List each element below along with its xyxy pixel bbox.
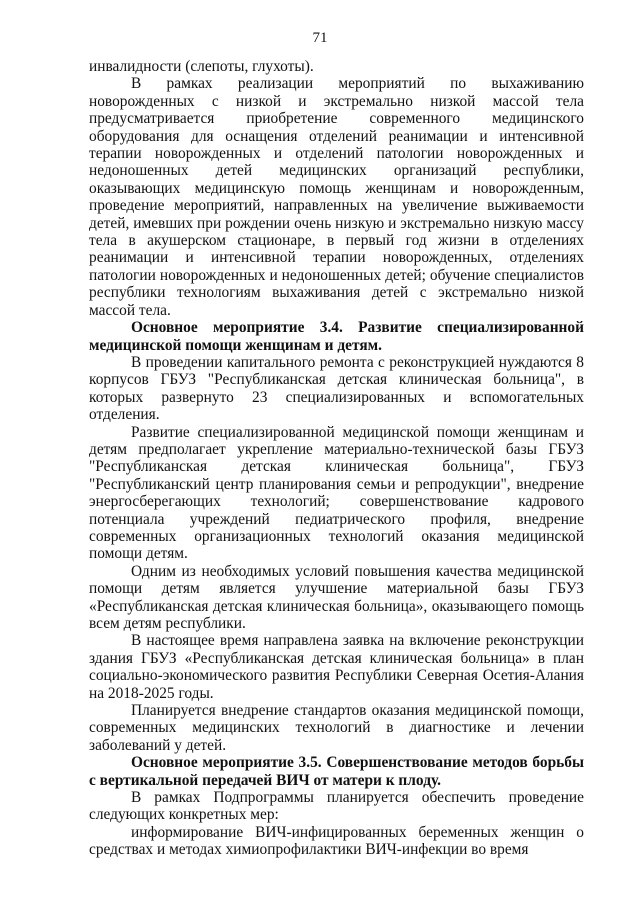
paragraph-standards: Планируется внедрение стандартов оказания медицинской помощи, современных медицинских технологий в диагностике и лечении заболеваний у детей.	[89, 702, 584, 754]
paragraph-quality-conditions: Одним из необходимых условий повышения качества медицинской помощи детям является улучшение материальной базы ГБУЗ «Республиканская детская клиническая больница», оказывающего помощь всем детям республики.	[89, 562, 584, 632]
paragraph-continuation: инвалидности (слепоты, глухоты).	[89, 58, 314, 75]
paragraph-specialized-care: Развитие специализированной медицинской помощи женщинам и детям предполагает укрепление материально-технической базы ГБУЗ "Республиканская детская клиническая больница", ГБУЗ "Республиканский центр планирования семьи и репродукции", внедрение энергосберегающих технологий; совершенствование кадрового потенциала учреждений педиатрического профиля, внедрение современных организационных технологий оказания медицинской помощи детям.	[89, 423, 584, 563]
paragraph-measures: В рамках Подпрограммы планируется обеспечить проведение следующих конкретных мер:	[89, 789, 584, 824]
section-heading-3-4: Основное мероприятие 3.4. Развитие специализированной медицинской помощи женщинам и детям.	[89, 319, 584, 354]
page-number: 71	[312, 30, 328, 46]
paragraph-neonatal-care: В рамках реализации мероприятий по выхаживанию новорожденных с низкой и экстремально низкой массой тела предусматривается приобретение современного медицинского оборудования для оснащения отделений реанимации и интенсивной терапии новорожденных и отделений патологии новорожденных и недоношенных детей медицинских организаций республики, оказывающих медицинскую помощь женщинам и новорожденным, проведение мероприятий, направленных на увеличение выживаемости детей, имевших при рождении очень низкую и экстремально низкую массу тела в акушерском стационаре, в первый год жизни в отделениях реанимации и интенсивной терапии новорожденных, отделениях патологии новорожденных и недоношенных детей; обучение специалистов республики технологиям выхаживания детей с экстремально низкой массой тела.	[89, 75, 584, 319]
paragraph-informing: информирование ВИЧ-инфицированных беременных женщин о средствах и методах химиопрофилактики ВИЧ-инфекции во время	[89, 823, 584, 859]
paragraph-reconstruction: В проведении капитального ремонта с реконструкцией нуждаются 8 корпусов ГБУЗ "Республиканская детская клиническая больница", в которых развернуто 23 специализированных и вспомогательных отделения.	[89, 353, 584, 424]
paragraph-application: В настоящее время направлена заявка на включение реконструкции здания ГБУЗ «Республиканская детская клиническая больница» в план социально-экономического развития Республики Северная Осетия-Алания на 2018-2025 годы.	[89, 632, 584, 702]
section-heading-3-5: Основное мероприятие 3.5. Совершенствование методов борьбы с вертикальной передачей ВИЧ от матери к плоду.	[89, 754, 584, 789]
document-body	[89, 58, 584, 859]
